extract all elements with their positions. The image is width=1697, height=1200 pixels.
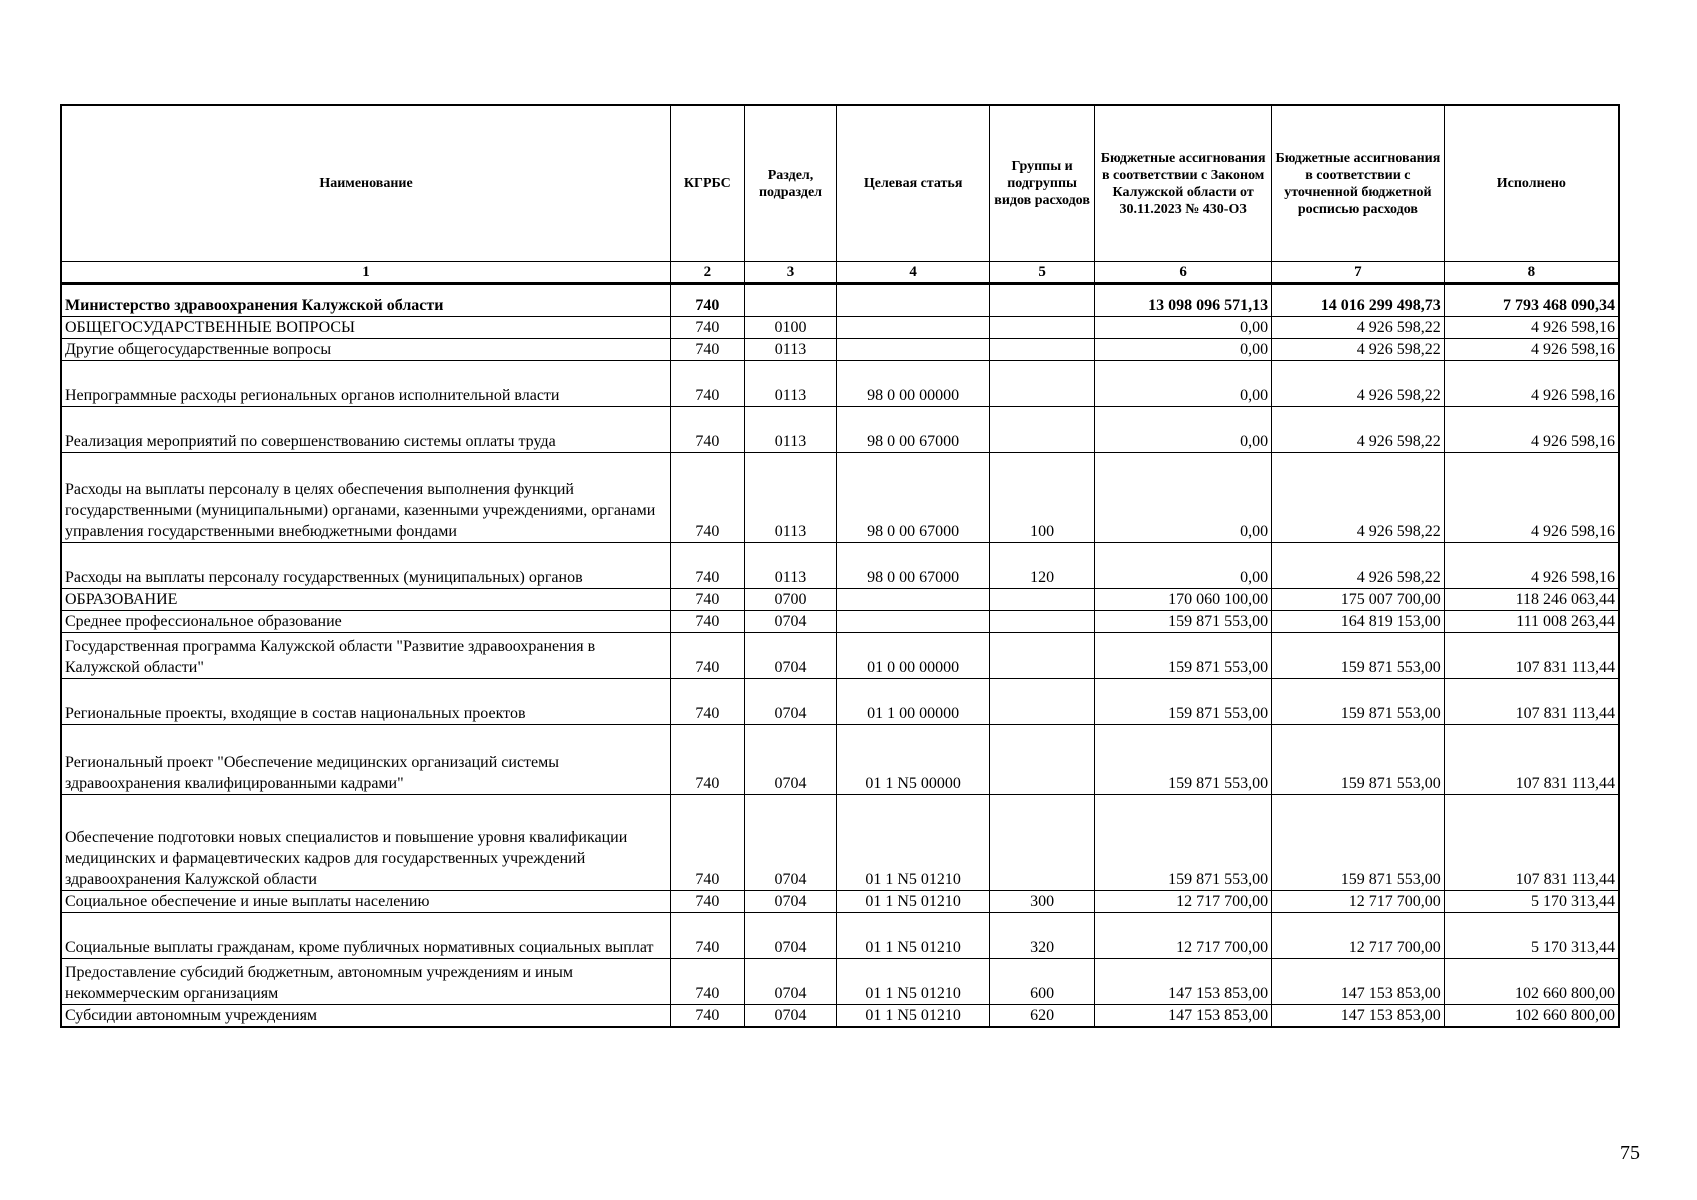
cell-law-amount: 159 871 553,00 — [1095, 725, 1272, 795]
cell-refined-amount: 159 871 553,00 — [1272, 679, 1445, 725]
cell-target-article: 01 0 00 00000 — [837, 633, 990, 679]
cell-target-article: 01 1 N5 01210 — [837, 891, 990, 913]
cell-section: 0704 — [744, 891, 837, 913]
cell-refined-amount: 159 871 553,00 — [1272, 795, 1445, 891]
col-number: 5 — [989, 262, 1094, 284]
cell-law-amount: 13 098 096 571,13 — [1095, 284, 1272, 317]
cell-law-amount: 159 871 553,00 — [1095, 795, 1272, 891]
cell-kgrbs: 740 — [671, 317, 745, 339]
cell-target-article — [837, 589, 990, 611]
cell-name: Непрограммные расходы региональных органов исполнительной власти — [61, 361, 671, 407]
cell-name: Среднее профессиональное образование — [61, 611, 671, 633]
col-number: 2 — [671, 262, 745, 284]
cell-refined-amount: 159 871 553,00 — [1272, 725, 1445, 795]
col-number: 1 — [61, 262, 671, 284]
cell-target-article: 98 0 00 67000 — [837, 407, 990, 453]
cell-refined-amount: 4 926 598,22 — [1272, 361, 1445, 407]
cell-refined-amount: 147 153 853,00 — [1272, 959, 1445, 1005]
cell-executed-amount: 4 926 598,16 — [1444, 407, 1619, 453]
col-header-refined-allocations: Бюджетные ассигнования в соответствии с уточненной бюджетной росписью расходов — [1272, 105, 1445, 262]
cell-name: Государственная программа Калужской области "Развитие здравоохранения в Калужской области" — [61, 633, 671, 679]
table-row — [61, 959, 1619, 1005]
cell-refined-amount: 4 926 598,22 — [1272, 317, 1445, 339]
col-number: 3 — [744, 262, 837, 284]
table-row — [61, 284, 1619, 317]
table-row — [61, 317, 1619, 339]
col-header-target-article: Целевая статья — [837, 105, 990, 262]
col-header-executed: Исполнено — [1444, 105, 1619, 262]
cell-executed-amount: 118 246 063,44 — [1444, 589, 1619, 611]
col-number: 4 — [837, 262, 990, 284]
cell-section: 0704 — [744, 913, 837, 959]
cell-target-article — [837, 339, 990, 361]
cell-name: Предоставление субсидий бюджетным, автономным учреждениям и иным некоммерческим организациям — [61, 959, 671, 1005]
cell-refined-amount: 12 717 700,00 — [1272, 913, 1445, 959]
cell-section: 0100 — [744, 317, 837, 339]
cell-law-amount: 0,00 — [1095, 407, 1272, 453]
cell-section: 0700 — [744, 589, 837, 611]
cell-kgrbs: 740 — [671, 679, 745, 725]
cell-kgrbs: 740 — [671, 891, 745, 913]
cell-name: Региональный проект "Обеспечение медицинских организаций системы здравоохранения квалифицированными кадрами" — [61, 725, 671, 795]
cell-expense-group: 120 — [989, 543, 1094, 589]
col-header-section: Раздел, подраздел — [744, 105, 837, 262]
cell-expense-group — [989, 679, 1094, 725]
cell-section: 0113 — [744, 361, 837, 407]
cell-law-amount: 12 717 700,00 — [1095, 891, 1272, 913]
cell-expense-group — [989, 317, 1094, 339]
cell-kgrbs: 740 — [671, 633, 745, 679]
cell-executed-amount: 5 170 313,44 — [1444, 891, 1619, 913]
cell-executed-amount: 4 926 598,16 — [1444, 453, 1619, 543]
cell-law-amount: 147 153 853,00 — [1095, 959, 1272, 1005]
cell-expense-group — [989, 284, 1094, 317]
cell-name: Субсидии автономным учреждениям — [61, 1005, 671, 1028]
cell-executed-amount: 4 926 598,16 — [1444, 543, 1619, 589]
cell-section: 0113 — [744, 339, 837, 361]
col-header-expense-groups: Группы и подгруппы видов расходов — [989, 105, 1094, 262]
cell-refined-amount: 175 007 700,00 — [1272, 589, 1445, 611]
cell-executed-amount: 4 926 598,16 — [1444, 361, 1619, 407]
cell-refined-amount: 14 016 299 498,73 — [1272, 284, 1445, 317]
cell-target-article: 98 0 00 67000 — [837, 453, 990, 543]
cell-name: Расходы на выплаты персоналу в целях обеспечения выполнения функций государственными (муниципальными) органами, казенными учреждениями, органами управления государственными внебюджетными фондами — [61, 453, 671, 543]
cell-target-article: 01 1 00 00000 — [837, 679, 990, 725]
cell-kgrbs: 740 — [671, 543, 745, 589]
cell-target-article — [837, 317, 990, 339]
cell-kgrbs: 740 — [671, 361, 745, 407]
cell-target-article: 01 1 N5 01210 — [837, 1005, 990, 1028]
cell-refined-amount: 159 871 553,00 — [1272, 633, 1445, 679]
cell-name: Региональные проекты, входящие в состав национальных проектов — [61, 679, 671, 725]
table-row — [61, 679, 1619, 725]
page-number: 75 — [1620, 1142, 1640, 1164]
cell-law-amount: 159 871 553,00 — [1095, 611, 1272, 633]
cell-law-amount: 0,00 — [1095, 339, 1272, 361]
cell-name: Министерство здравоохранения Калужской области — [61, 284, 671, 317]
table-row — [61, 1005, 1619, 1028]
col-number: 6 — [1095, 262, 1272, 284]
cell-section: 0704 — [744, 679, 837, 725]
cell-executed-amount: 102 660 800,00 — [1444, 959, 1619, 1005]
cell-section — [744, 284, 837, 317]
cell-expense-group: 320 — [989, 913, 1094, 959]
cell-name: Другие общегосударственные вопросы — [61, 339, 671, 361]
cell-kgrbs: 740 — [671, 453, 745, 543]
cell-expense-group — [989, 407, 1094, 453]
cell-expense-group — [989, 339, 1094, 361]
cell-expense-group — [989, 725, 1094, 795]
table-row — [61, 891, 1619, 913]
cell-expense-group: 600 — [989, 959, 1094, 1005]
col-number: 7 — [1272, 262, 1445, 284]
cell-law-amount: 0,00 — [1095, 453, 1272, 543]
cell-target-article: 01 1 N5 01210 — [837, 795, 990, 891]
cell-executed-amount: 107 831 113,44 — [1444, 633, 1619, 679]
table-row — [61, 407, 1619, 453]
cell-law-amount: 0,00 — [1095, 543, 1272, 589]
cell-law-amount: 147 153 853,00 — [1095, 1005, 1272, 1028]
cell-executed-amount: 102 660 800,00 — [1444, 1005, 1619, 1028]
cell-kgrbs: 740 — [671, 407, 745, 453]
table-row — [61, 611, 1619, 633]
cell-kgrbs: 740 — [671, 725, 745, 795]
cell-name: Реализация мероприятий по совершенствованию системы оплаты труда — [61, 407, 671, 453]
cell-name: Социальное обеспечение и иные выплаты населению — [61, 891, 671, 913]
table-row — [61, 543, 1619, 589]
cell-name: Социальные выплаты гражданам, кроме публичных нормативных социальных выплат — [61, 913, 671, 959]
cell-refined-amount: 4 926 598,22 — [1272, 407, 1445, 453]
cell-expense-group — [989, 589, 1094, 611]
table-row — [61, 913, 1619, 959]
cell-executed-amount: 4 926 598,16 — [1444, 317, 1619, 339]
cell-executed-amount: 5 170 313,44 — [1444, 913, 1619, 959]
cell-section: 0113 — [744, 407, 837, 453]
table-row — [61, 589, 1619, 611]
cell-name: ОБРАЗОВАНИЕ — [61, 589, 671, 611]
cell-executed-amount: 111 008 263,44 — [1444, 611, 1619, 633]
cell-law-amount: 159 871 553,00 — [1095, 679, 1272, 725]
col-header-kgrbs: КГРБС — [671, 105, 745, 262]
cell-law-amount: 170 060 100,00 — [1095, 589, 1272, 611]
cell-refined-amount: 4 926 598,22 — [1272, 453, 1445, 543]
cell-section: 0704 — [744, 1005, 837, 1028]
cell-section: 0113 — [744, 543, 837, 589]
cell-executed-amount: 107 831 113,44 — [1444, 795, 1619, 891]
cell-kgrbs: 740 — [671, 1005, 745, 1028]
cell-kgrbs: 740 — [671, 913, 745, 959]
cell-expense-group — [989, 633, 1094, 679]
cell-expense-group: 100 — [989, 453, 1094, 543]
table-row — [61, 453, 1619, 543]
cell-executed-amount: 107 831 113,44 — [1444, 725, 1619, 795]
cell-expense-group: 620 — [989, 1005, 1094, 1028]
cell-executed-amount: 4 926 598,16 — [1444, 339, 1619, 361]
cell-law-amount: 0,00 — [1095, 317, 1272, 339]
cell-refined-amount: 164 819 153,00 — [1272, 611, 1445, 633]
cell-target-article: 01 1 N5 01210 — [837, 913, 990, 959]
cell-section: 0704 — [744, 633, 837, 679]
col-header-name: Наименование — [61, 105, 671, 262]
cell-law-amount: 159 871 553,00 — [1095, 633, 1272, 679]
cell-target-article — [837, 611, 990, 633]
cell-refined-amount: 4 926 598,22 — [1272, 543, 1445, 589]
cell-section: 0704 — [744, 611, 837, 633]
cell-executed-amount: 107 831 113,44 — [1444, 679, 1619, 725]
cell-target-article: 98 0 00 00000 — [837, 361, 990, 407]
col-header-law-allocations: Бюджетные ассигнования в соответствии с Законом Калужской области от 30.11.2023 № 430-ОЗ — [1095, 105, 1272, 262]
cell-kgrbs: 740 — [671, 589, 745, 611]
cell-refined-amount: 12 717 700,00 — [1272, 891, 1445, 913]
cell-section: 0704 — [744, 795, 837, 891]
cell-target-article: 98 0 00 67000 — [837, 543, 990, 589]
cell-kgrbs: 740 — [671, 611, 745, 633]
cell-section: 0704 — [744, 725, 837, 795]
cell-expense-group — [989, 795, 1094, 891]
cell-section: 0704 — [744, 959, 837, 1005]
cell-executed-amount: 7 793 468 090,34 — [1444, 284, 1619, 317]
cell-expense-group — [989, 611, 1094, 633]
cell-target-article: 01 1 N5 00000 — [837, 725, 990, 795]
budget-table-sheet — [60, 104, 1620, 1028]
table-row — [61, 795, 1619, 891]
cell-law-amount: 0,00 — [1095, 361, 1272, 407]
cell-target-article: 01 1 N5 01210 — [837, 959, 990, 1005]
cell-expense-group: 300 — [989, 891, 1094, 913]
cell-refined-amount: 4 926 598,22 — [1272, 339, 1445, 361]
cell-name: ОБЩЕГОСУДАРСТВЕННЫЕ ВОПРОСЫ — [61, 317, 671, 339]
cell-section: 0113 — [744, 453, 837, 543]
cell-name: Обеспечение подготовки новых специалистов и повышение уровня квалификации медицинских и фармацевтических кадров для государственных учреждений здравоохранения Калужской области — [61, 795, 671, 891]
cell-kgrbs: 740 — [671, 339, 745, 361]
cell-kgrbs: 740 — [671, 795, 745, 891]
table-row — [61, 361, 1619, 407]
cell-expense-group — [989, 361, 1094, 407]
cell-law-amount: 12 717 700,00 — [1095, 913, 1272, 959]
cell-kgrbs: 740 — [671, 284, 745, 317]
cell-name: Расходы на выплаты персоналу государственных (муниципальных) органов — [61, 543, 671, 589]
table-row — [61, 725, 1619, 795]
table-row — [61, 633, 1619, 679]
cell-refined-amount: 147 153 853,00 — [1272, 1005, 1445, 1028]
col-number: 8 — [1444, 262, 1619, 284]
header-row — [61, 105, 1619, 262]
table-row — [61, 339, 1619, 361]
budget-execution-table — [60, 104, 1620, 1028]
column-number-row — [61, 262, 1619, 284]
cell-kgrbs: 740 — [671, 959, 745, 1005]
cell-target-article — [837, 284, 990, 317]
